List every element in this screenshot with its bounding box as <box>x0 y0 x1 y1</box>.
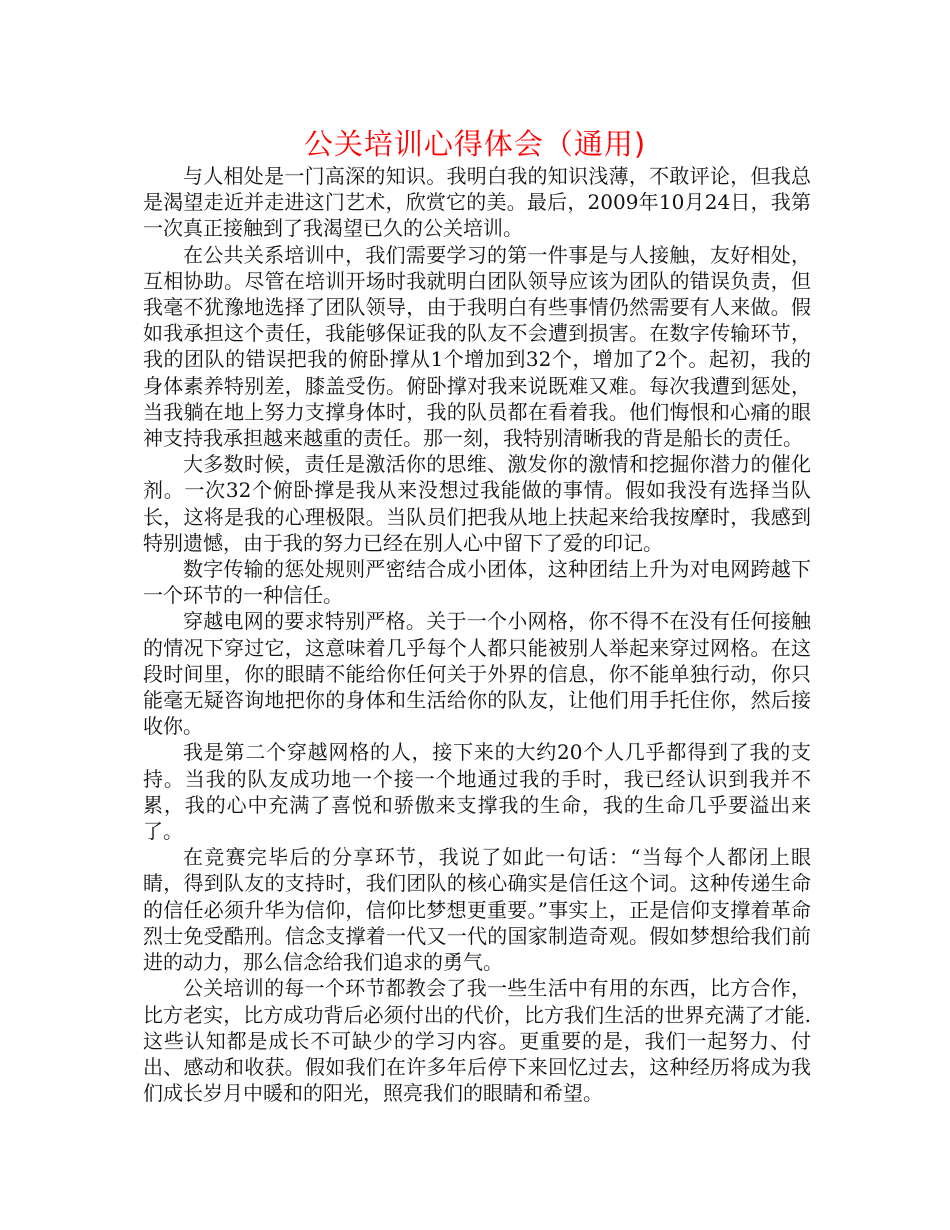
document-title: 公关培训心得体会（通用) <box>303 127 647 161</box>
paragraph: 大多数时候，责任是激活你的思维、激发你的激情和挖掘你潜力的催化剂。一次32个俯卧撑是我从来没想过我能做的事情。假如我没有选择当队长，这将是我的心理极限。当队员们把我从地上扶起来给我按摩时，我感到特别遗憾，由于我的努力已经在别人心中留下了爱的印记。 <box>143 452 811 555</box>
paragraph: 公关培训的每一个环节都教会了我一些生活中有用的东西，比方合作，比方老实，比方成功背后必须付出的代价，比方我们生活的世界充满了才能.这些认知都是成长不可缺少的学习内容。更重要的是，我们一起努力、付出、感动和收获。假如我们在许多年后停下来回忆过去，这种经历将成为我们成长岁月中暖和的阳光，照亮我们的眼睛和希望。 <box>143 976 811 1106</box>
paragraph: 在竞赛完毕后的分享环节，我说了如此一句话：“当每个人都闭上眼睛，得到队友的支持时，我们团队的核心确实是信任这个词。这种传递生命的信任必须升华为信仰，信仰比梦想更重要。”事实上，正是信仰支撑着革命烈士免受酷刑。信念支撑着一代又一代的国家制造奇观。假如梦想给我们前进的动力，那么信念给我们追求的勇气。 <box>143 845 811 975</box>
paragraph: 穿越电网的要求特别严格。关于一个小网格，你不得不在没有任何接触的情况下穿过它，这意味着几乎每个人都只能被别人举起来穿过网格。在这段时间里，你的眼睛不能给你任何关于外界的信息，你不能单独行动，你只能毫无疑咨询地把你的身体和生活给你的队友，让他们用手托住你，然后接收你。 <box>143 609 811 739</box>
paragraph: 与人相处是一门高深的知识。我明白我的知识浅薄，不敢评论，但我总是渴望走近并走进这门艺术，欣赏它的美。最后，2009年10月24日，我第一次真正接触到了我渴望已久的公关培训。 <box>143 164 811 241</box>
document-body <box>143 163 811 1106</box>
paragraph: 数字传输的惩处规则严密结合成小团体，这种团结上升为对电网跨越下一个环节的一种信任。 <box>143 557 811 608</box>
paragraph: 我是第二个穿越网格的人，接下来的大约20个人几乎都得到了我的支持。当我的队友成功地一个接一个地通过我的手时，我已经认识到我并不累，我的心中充满了喜悦和骄傲来支撑我的生命，我的生命几乎要溢出来了。 <box>143 740 811 844</box>
paragraph: 在公共关系培训中，我们需要学习的第一件事是与人接触，友好相处，互相协助。尽管在培训开场时我就明白团队领导应该为团队的错误负责，但我毫不犹豫地选择了团队领导，由于我明白有些事情仍然需要有人来做。假如我承担这个责任，我能够保证我的队友不会遭到损害。在数字传输环节，我的团队的错误把我的俯卧撑从1个增加到32个，增加了2个。起初，我的身体素养特别差，膝盖受伤。俯卧撑对我来说既难又难。每次我遭到惩处，当我躺在地上努力支撑身体时，我的队员都在看着我。他们悔恨和心痛的眼神支持我承担越来越重的责任。那一刻，我特别清晰我的背是船长的责任。 <box>143 242 811 451</box>
